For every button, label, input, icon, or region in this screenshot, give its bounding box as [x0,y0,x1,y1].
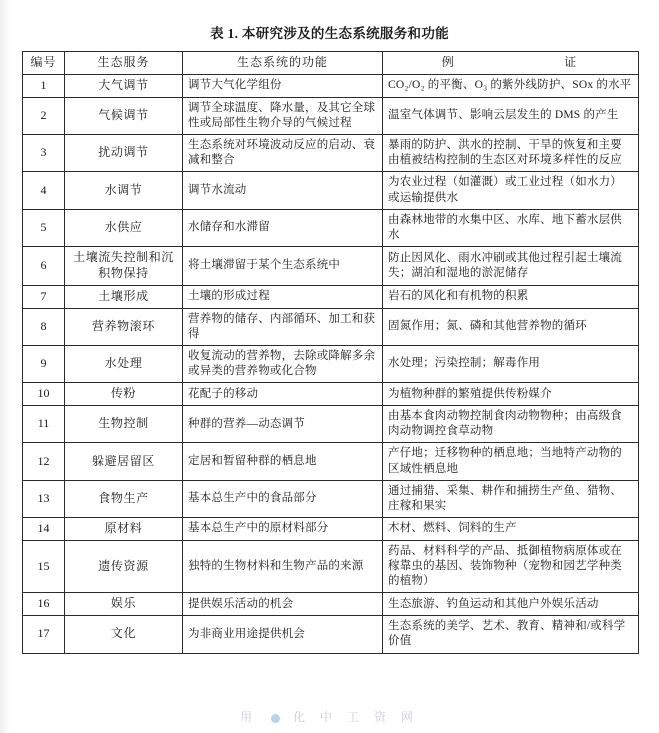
table-caption: 表 1. 本研究涉及的生态系统服务和功能 [210,26,449,41]
column-header-example [383,52,639,75]
cell-id: 5 [23,209,65,246]
cell-service: 营养物滚环 [65,308,183,345]
cell-service: 水供应 [65,209,183,246]
cell-id: 14 [23,518,65,541]
cell-example: 由森林地带的水集中区、水库、地下蓄水层供水 [383,209,639,246]
cell-function: 为非商业用途提供机会 [183,616,383,653]
table-row [23,172,639,209]
table-row [23,74,639,97]
cell-id: 6 [23,247,65,286]
table-body [23,74,639,653]
cell-id: 15 [23,540,65,593]
cell-id: 11 [23,406,65,443]
table-row [23,345,639,382]
cell-example: 为农业过程（如灌溉）或工业过程（如水力）或运输提供水 [383,172,639,209]
cell-function: 种群的营养—动态调节 [183,406,383,443]
cell-service: 大气调节 [65,74,183,97]
cell-function: 提供娱乐活动的机会 [183,593,383,616]
table-row [23,593,639,616]
cell-function: 将土壤滞留于某个生态系统中 [183,247,383,286]
cell-service: 娱乐 [65,593,183,616]
cell-function: 独特的生物材料和生物产品的来源 [183,540,383,593]
cell-service: 文化 [65,616,183,653]
cell-service: 原材料 [65,518,183,541]
cell-service: 躲避居留区 [65,443,183,480]
table-row [23,443,639,480]
cell-example: 木材、燃料、饲料的生产 [383,518,639,541]
cell-id: 7 [23,285,65,308]
column-header-example-right: 证 [564,55,580,69]
cell-id: 10 [23,383,65,406]
cell-example: CO₂/O₂ 的平衡、O₃ 的紫外线防护、SOx 的水平 [383,74,639,97]
table-row [23,285,639,308]
column-header-id: 编号 [23,52,65,75]
page-edge-shadow [0,0,10,733]
cell-function: 收复流动的营养物，去除或降解多余或异类的营养物或化合物 [183,345,383,382]
cell-id: 9 [23,345,65,382]
cell-id: 2 [23,97,65,134]
cell-function: 调节水流动 [183,172,383,209]
cell-function: 定居和暂留种群的栖息地 [183,443,383,480]
cell-id: 8 [23,308,65,345]
cell-example: 药品、材料科学的产品、抵御植物病原体或在稼靠虫的基因、装饰物种（宠物和园艺学种类的植物） [383,540,639,593]
cell-example: 固氮作用；氮、磷和其他营养物的循环 [383,308,639,345]
cell-id: 13 [23,480,65,517]
cell-service: 水调节 [65,172,183,209]
table-row [23,383,639,406]
table-row [23,308,639,345]
ecosystem-services-table [22,51,639,654]
cell-service: 传粉 [65,383,183,406]
table-row [23,616,639,653]
cell-example: 岩石的风化和有机物的积累 [383,285,639,308]
watermark-right-text: 化 中 工 资 网 [293,710,420,724]
watermark-dot-icon [271,714,280,723]
table-row [23,518,639,541]
table-header-row [23,52,639,75]
cell-service: 土壤形成 [65,285,183,308]
cell-function: 调节大气化学组份 [183,74,383,97]
cell-example: 为植物种群的繁殖提供传粉媒介 [383,383,639,406]
cell-service: 扰动调节 [65,135,183,172]
table-row [23,480,639,517]
cell-function: 营养物的储存、内部循环、加工和获得 [183,308,383,345]
cell-service: 土壤流失控制和沉积物保持 [65,247,183,286]
cell-function: 花配子的移动 [183,383,383,406]
cell-id: 17 [23,616,65,653]
cell-example: 通过捕猎、采集、耕作和捕捞生产鱼、猎物、庄稼和果实 [383,480,639,517]
table-row [23,540,639,593]
cell-function: 基本总生产中的原材料部分 [183,518,383,541]
cell-function: 土壤的形成过程 [183,285,383,308]
cell-service: 食物生产 [65,480,183,517]
page-watermark [0,708,659,725]
cell-function: 生态系统对环境波动反应的启动、衰减和整合 [183,135,383,172]
cell-example: 生态系统的美学、艺术、教育、精神和/或科学价值 [383,616,639,653]
cell-function: 调节全球温度、降水量，及其它全球性或局部性生物介导的气候过程 [183,97,383,134]
cell-service: 气候调节 [65,97,183,134]
cell-service: 遗传资源 [65,540,183,593]
column-header-example-left: 例 [441,55,457,69]
table-row [23,135,639,172]
cell-function: 基本总生产中的食品部分 [183,480,383,517]
cell-example: 生态旅游、钓鱼运动和其他户外娱乐活动 [383,593,639,616]
cell-example: 暴雨的防护、洪水的控制、干旱的恢复和主要由植被结构控制的生态区对环境多样性的反应 [383,135,639,172]
table-header [23,52,639,75]
cell-example: 温室气体调节、影响云层发生的 DMS 的产生 [383,97,639,134]
cell-id: 1 [23,74,65,97]
table-row [23,209,639,246]
cell-example: 防止因风化、雨水冲刷或其他过程引起土壤流失；湖泊和湿地的淤泥储存 [383,247,639,286]
cell-id: 16 [23,593,65,616]
table-row [23,97,639,134]
cell-example: 水处理；污染控制；解毒作用 [383,345,639,382]
column-header-function: 生态系统的功能 [183,52,383,75]
table-row [23,406,639,443]
cell-service: 生物控制 [65,406,183,443]
table-row [23,247,639,286]
cell-id: 12 [23,443,65,480]
cell-function: 水储存和水滞留 [183,209,383,246]
column-header-service: 生态服务 [65,52,183,75]
cell-id: 3 [23,135,65,172]
cell-example: 产仔地；迁移物种的栖息地；当地特产动物的区域性栖息地 [383,443,639,480]
watermark-left-text: 用 [239,710,258,724]
cell-id: 4 [23,172,65,209]
cell-example: 由基本食肉动物控制食肉动物物种；由高级食肉动物调控食草动物 [383,406,639,443]
cell-service: 水处理 [65,345,183,382]
